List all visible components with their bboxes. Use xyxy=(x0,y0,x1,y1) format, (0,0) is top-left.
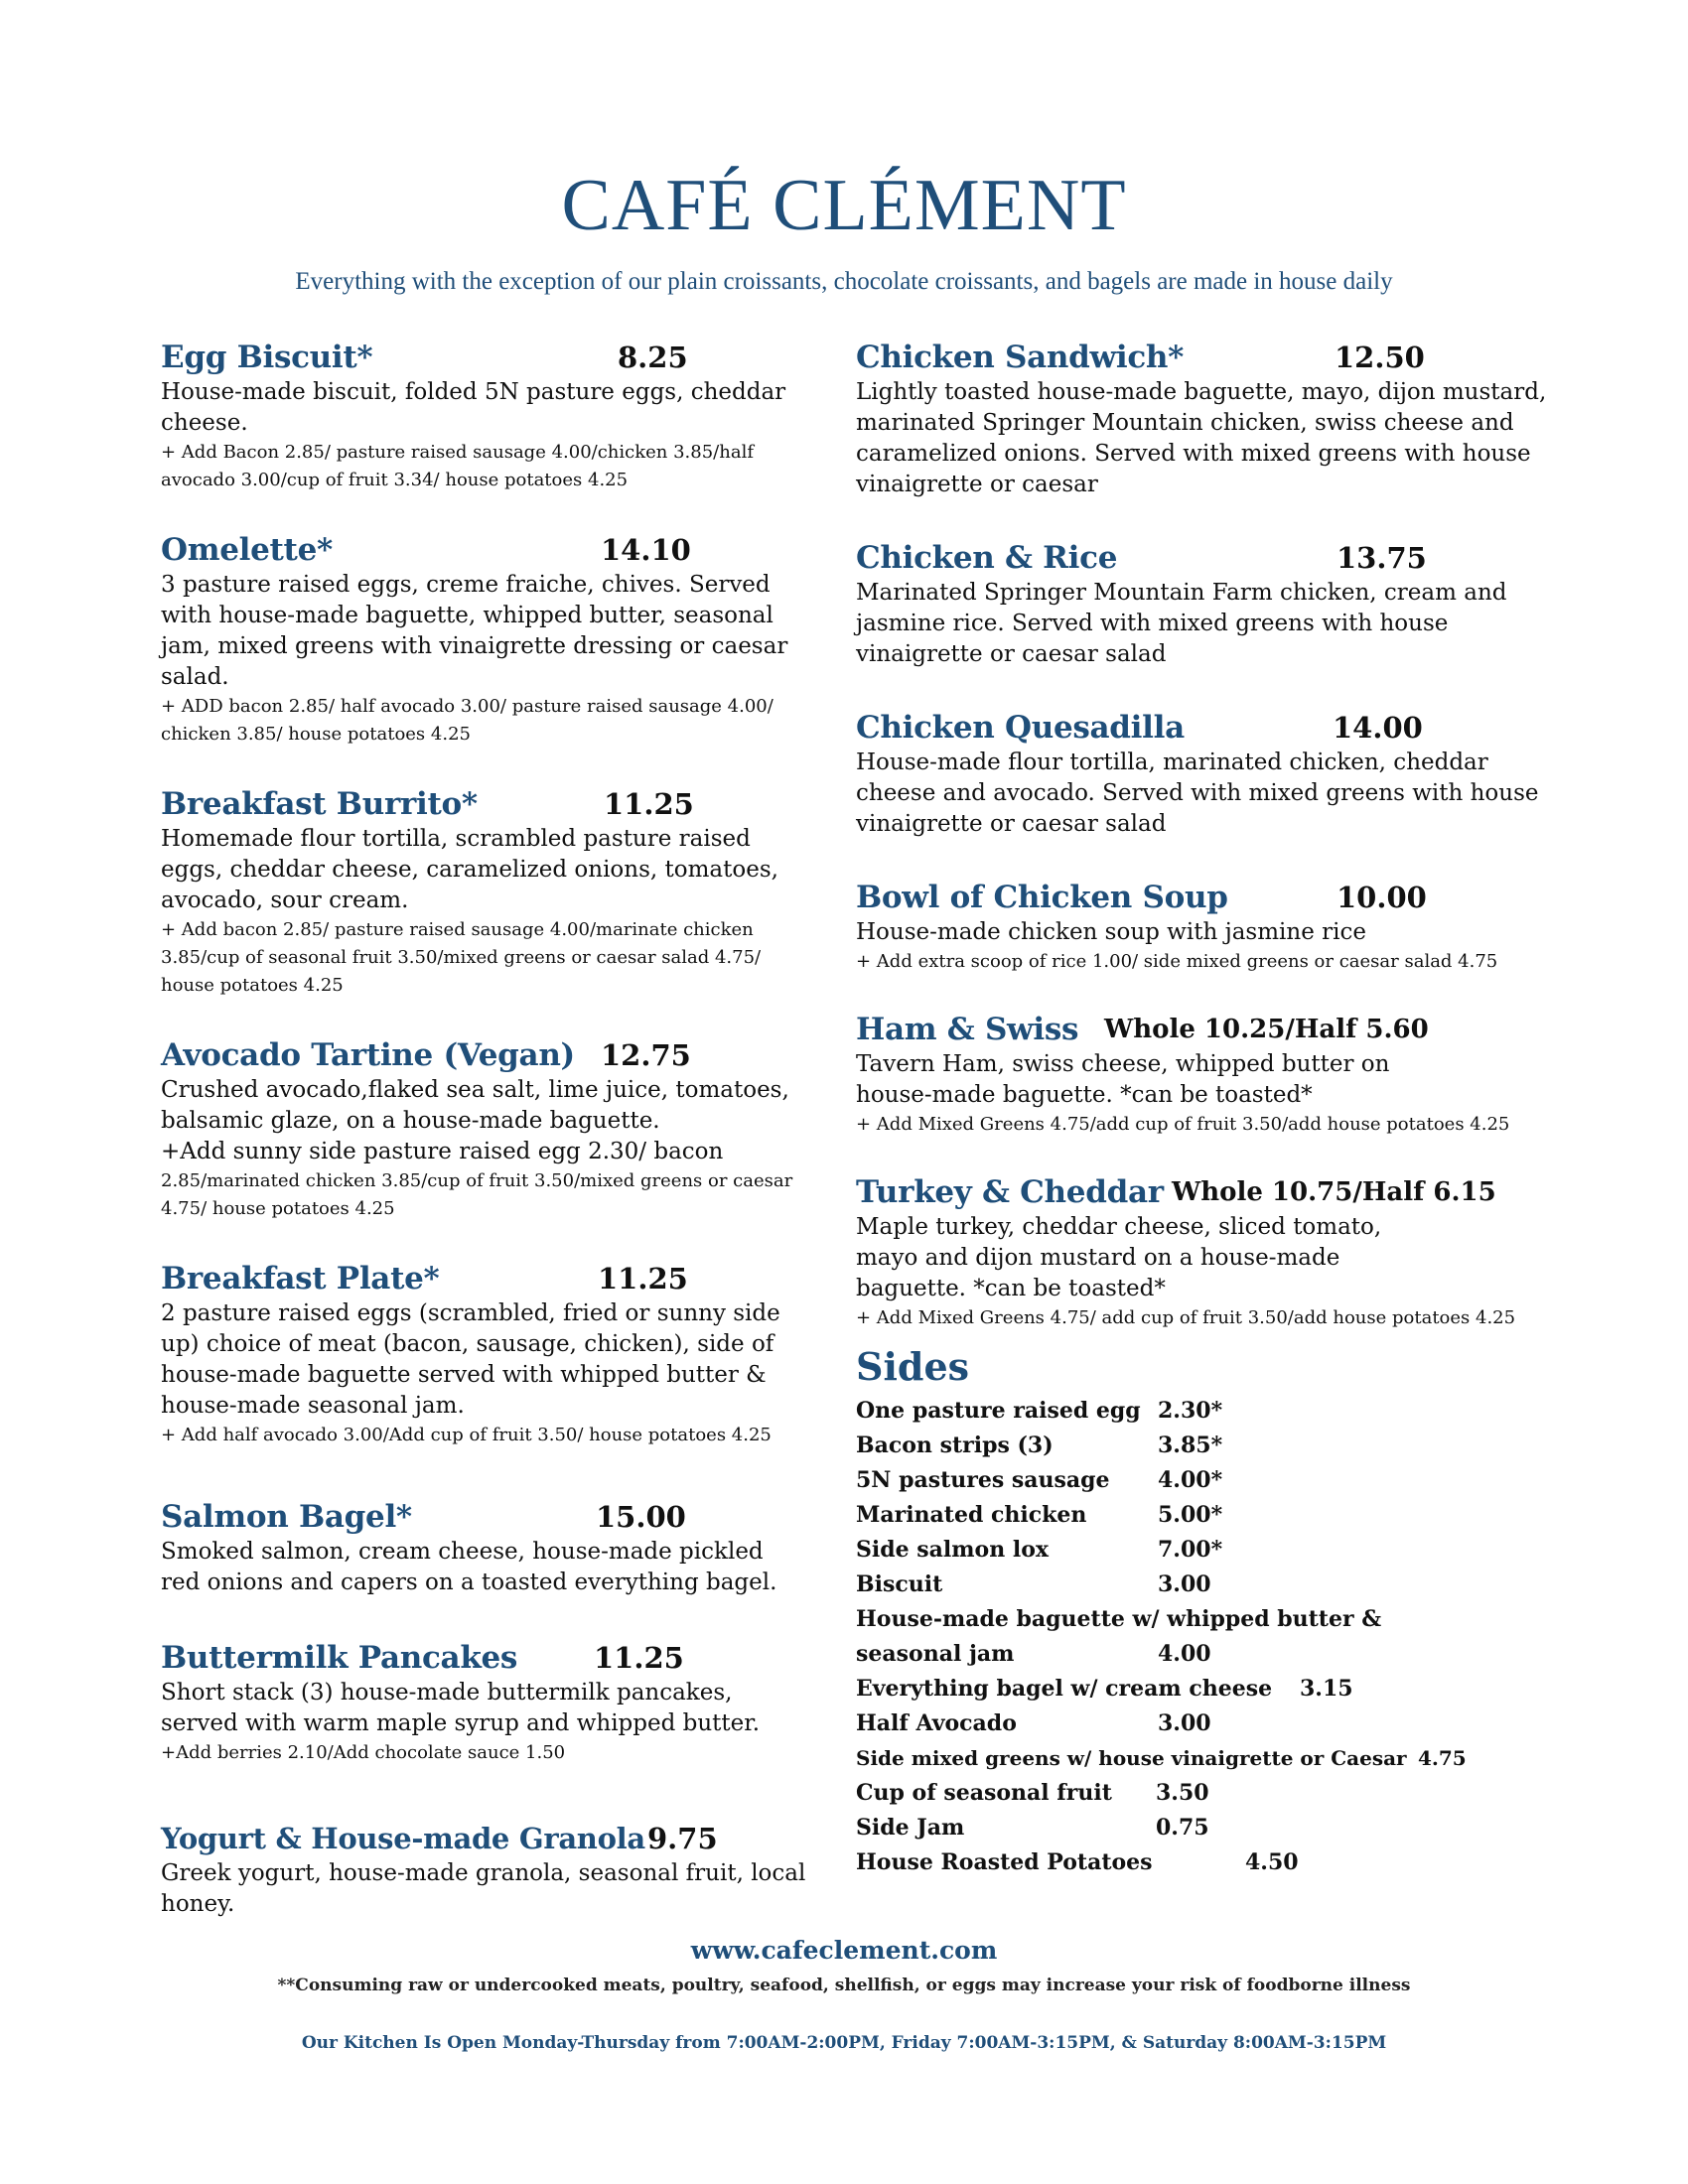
website-link[interactable]: www.cafeclement.com xyxy=(690,1936,998,1965)
side-name: Everything bagel w/ cream cheese xyxy=(856,1676,1273,1702)
item-addons: + Add Mixed Greens 4.75/ add cup of fruit 3.50/add house potatoes 4.25 xyxy=(856,1307,1516,1328)
side-name: Bacon strips (3) xyxy=(856,1433,1054,1458)
side-item xyxy=(856,1394,1551,1429)
side-item xyxy=(856,1568,1551,1602)
item-description: Tavern Ham, swiss cheese, whipped butter on house-made baguette. *can be toasted* xyxy=(856,1051,1390,1108)
side-item xyxy=(856,1776,1551,1811)
side-price: 5.00* xyxy=(1158,1502,1223,1528)
side-price: 4.00* xyxy=(1158,1467,1223,1493)
foodborne-illness-warning: **Consuming raw or undercooked meats, poultry, seafood, shellfish, or eggs may increase your risk of foodborne illness xyxy=(277,1976,1411,1995)
item-addon-lead: +Add sunny side pasture raised egg 2.30/ bacon xyxy=(161,1139,724,1164)
menu-item-turkey-cheddar xyxy=(856,1172,1551,1332)
item-addons: + ADD bacon 2.85/ half avocado 3.00/ pasture raised sausage 4.00/ chicken 3.85/ house potatoes 4.25 xyxy=(161,696,774,745)
menu-item-chicken-rice xyxy=(856,538,1551,670)
kitchen-hours: Our Kitchen Is Open Monday-Thursday from 7:00AM-2:00PM, Friday 7:00AM-3:15PM, & Saturday 8:00AM-3:15PM xyxy=(301,2033,1387,2053)
side-item xyxy=(856,1637,1551,1672)
side-price: 4.00 xyxy=(1158,1641,1211,1667)
side-item xyxy=(856,1463,1551,1498)
item-name: Avocado Tartine (Vegan) xyxy=(161,1037,575,1073)
item-name: Yogurt & House-made Granola xyxy=(161,1822,645,1855)
side-name: Marinated chicken xyxy=(856,1502,1087,1528)
page-title: CAFÉ CLÉMENT xyxy=(561,165,1127,246)
side-price: 3.15 xyxy=(1300,1676,1353,1702)
item-price: Whole 10.75/Half 6.15 xyxy=(1172,1177,1496,1207)
item-addons: 2.85/marinated chicken 3.85/cup of fruit 3.50/mixed greens or caesar 4.75/ house potatoes 4.25 xyxy=(161,1170,793,1219)
item-name: Turkey & Cheddar xyxy=(856,1174,1164,1210)
item-price: 9.75 xyxy=(647,1822,718,1855)
item-price: 14.10 xyxy=(601,533,691,567)
side-item xyxy=(856,1706,1551,1741)
item-name: Buttermilk Pancakes xyxy=(161,1640,518,1676)
item-description: House-made flour tortilla, marinated chicken, cheddar cheese and avocado. Served with mixed greens with house vinaigrette or caesar salad xyxy=(856,750,1539,837)
item-description: Lightly toasted house-made baguette, mayo, dijon mustard, marinated Springer Mountain chicken, swiss cheese and caramelized onions. Served with mixed greens with house vinaigrette or caesar xyxy=(856,379,1547,497)
item-description: House-made chicken soup with jasmine rice xyxy=(856,919,1366,945)
item-price: 12.50 xyxy=(1335,341,1425,374)
side-price: 4.50 xyxy=(1245,1849,1299,1875)
side-price: 3.50 xyxy=(1156,1780,1209,1806)
item-name: Egg Biscuit* xyxy=(161,340,373,375)
item-addons: +Add berries 2.10/Add chocolate sauce 1.50 xyxy=(161,1742,566,1763)
menu-item-omelette xyxy=(161,530,806,749)
menu-item-chicken-soup xyxy=(856,878,1551,976)
side-name: Side salmon lox xyxy=(856,1537,1050,1563)
item-price: 12.75 xyxy=(601,1038,691,1072)
side-name: One pasture raised egg xyxy=(856,1398,1141,1424)
item-name: Breakfast Plate* xyxy=(161,1261,440,1297)
item-description: Crushed avocado,flaked sea salt, lime juice, tomatoes, balsamic glaze, on a house-made baguette. xyxy=(161,1077,789,1134)
sides-heading: Sides xyxy=(856,1344,970,1389)
item-addons: + Add Bacon 2.85/ pasture raised sausage 4.00/chicken 3.85/half avocado 3.00/cup of fruit 3.34/ house potatoes 4.25 xyxy=(161,442,754,490)
side-price: 4.75 xyxy=(1418,1746,1467,1770)
menu-item-ham-swiss xyxy=(856,1010,1551,1139)
item-addons: + Add bacon 2.85/ pasture raised sausage 4.00/marinate chicken 3.85/cup of seasonal fruit 3.50/mixed greens or caesar salad 4.75/ house potatoes 4.25 xyxy=(161,919,762,996)
item-description: Greek yogurt, house-made granola, seasonal fruit, local honey. xyxy=(161,1860,806,1917)
menu-item-buttermilk-pancakes xyxy=(161,1638,806,1767)
side-name: Side mixed greens w/ house vinaigrette or Caesar xyxy=(856,1746,1407,1770)
side-name: House Roasted Potatoes xyxy=(856,1849,1153,1875)
side-item xyxy=(856,1741,1551,1776)
side-price: 3.00 xyxy=(1158,1710,1211,1736)
menu-item-chicken-sandwich xyxy=(856,338,1551,500)
item-price: 14.00 xyxy=(1333,711,1423,745)
side-price: 2.30* xyxy=(1158,1398,1223,1424)
item-price: 10.00 xyxy=(1336,881,1427,914)
item-description: Marinated Springer Mountain Farm chicken, cream and jasmine rice. Served with mixed greens with house vinaigrette or caesar salad xyxy=(856,580,1507,667)
item-name: Chicken Quesadilla xyxy=(856,710,1185,746)
item-name: Ham & Swiss xyxy=(856,1012,1079,1047)
item-description: 3 pasture raised eggs, creme fraiche, chives. Served with house-made baguette, whipped butter, seasonal jam, mixed greens with vinaigrette dressing or caesar salad. xyxy=(161,572,788,690)
item-description: Short stack (3) house-made buttermilk pancakes, served with warm maple syrup and whipped butter. xyxy=(161,1680,761,1736)
item-name: Chicken Sandwich* xyxy=(856,340,1185,375)
item-addons: + Add extra scoop of rice 1.00/ side mixed greens or caesar salad 4.75 xyxy=(856,951,1498,972)
item-price: 11.25 xyxy=(598,1262,688,1296)
sides-list xyxy=(856,1394,1551,1880)
side-name: Side Jam xyxy=(856,1815,965,1841)
side-price: 7.00* xyxy=(1158,1537,1223,1563)
side-name: 5N pastures sausage xyxy=(856,1467,1110,1493)
item-description: Smoked salmon, cream cheese, house-made pickled red onions and capers on a toasted everything bagel. xyxy=(161,1539,777,1595)
item-description: Maple turkey, cheddar cheese, sliced tomato, mayo and dijon mustard on a house-made baguette. *can be toasted* xyxy=(856,1214,1382,1301)
side-item xyxy=(856,1845,1551,1880)
item-addons: + Add Mixed Greens 4.75/add cup of fruit 3.50/add house potatoes 4.25 xyxy=(856,1114,1510,1135)
side-name: seasonal jam xyxy=(856,1641,1015,1667)
item-price: 11.25 xyxy=(594,1641,684,1675)
side-price: 3.85* xyxy=(1158,1433,1223,1458)
side-item xyxy=(856,1811,1551,1845)
item-price: 8.25 xyxy=(618,341,688,374)
item-description: Homemade flour tortilla, scrambled pasture raised eggs, cheddar cheese, caramelized onions, tomatoes, avocado, sour cream. xyxy=(161,826,778,913)
item-name: Bowl of Chicken Soup xyxy=(856,880,1228,915)
side-name: Half Avocado xyxy=(856,1710,1017,1736)
menu-item-yogurt-granola xyxy=(161,1819,806,1920)
side-name: Biscuit xyxy=(856,1571,943,1597)
item-name: Salmon Bagel* xyxy=(161,1499,412,1535)
side-price: 3.00 xyxy=(1158,1571,1211,1597)
side-item xyxy=(856,1498,1551,1533)
item-name: Omelette* xyxy=(161,532,333,568)
left-menu-column xyxy=(161,338,806,1920)
item-price: 15.00 xyxy=(596,1500,686,1534)
item-price: 11.25 xyxy=(604,787,694,821)
side-item xyxy=(856,1672,1551,1706)
menu-item-avocado-tartine xyxy=(161,1035,806,1223)
side-item xyxy=(856,1429,1551,1463)
item-addons: + Add half avocado 3.00/Add cup of fruit 3.50/ house potatoes 4.25 xyxy=(161,1425,772,1445)
right-menu-column xyxy=(856,338,1551,1880)
item-description: 2 pasture raised eggs (scrambled, fried or sunny side up) choice of meat (bacon, sausage, chicken), side of house-made baguette served with whipped butter & house-made seasonal jam. xyxy=(161,1300,780,1419)
menu-item-salmon-bagel xyxy=(161,1497,806,1598)
item-price: Whole 10.25/Half 5.60 xyxy=(1104,1015,1429,1044)
menu-item-breakfast-burrito xyxy=(161,784,806,1000)
menu-item-chicken-quesadilla xyxy=(856,708,1551,840)
menu-item-egg-biscuit xyxy=(161,338,806,494)
menu-item-breakfast-plate xyxy=(161,1259,806,1449)
side-name: House-made baguette w/ whipped butter & xyxy=(856,1606,1382,1632)
side-name: Cup of seasonal fruit xyxy=(856,1780,1112,1806)
page-subtitle: Everything with the exception of our plain croissants, chocolate croissants, and bagels are made in house daily xyxy=(295,268,1393,295)
side-price: 0.75 xyxy=(1156,1815,1209,1841)
side-item xyxy=(856,1602,1551,1637)
item-name: Breakfast Burrito* xyxy=(161,786,478,822)
item-description: House-made biscuit, folded 5N pasture eggs, cheddar cheese. xyxy=(161,379,786,436)
item-name: Chicken & Rice xyxy=(856,540,1118,576)
side-item xyxy=(856,1533,1551,1568)
item-price: 13.75 xyxy=(1336,541,1427,575)
